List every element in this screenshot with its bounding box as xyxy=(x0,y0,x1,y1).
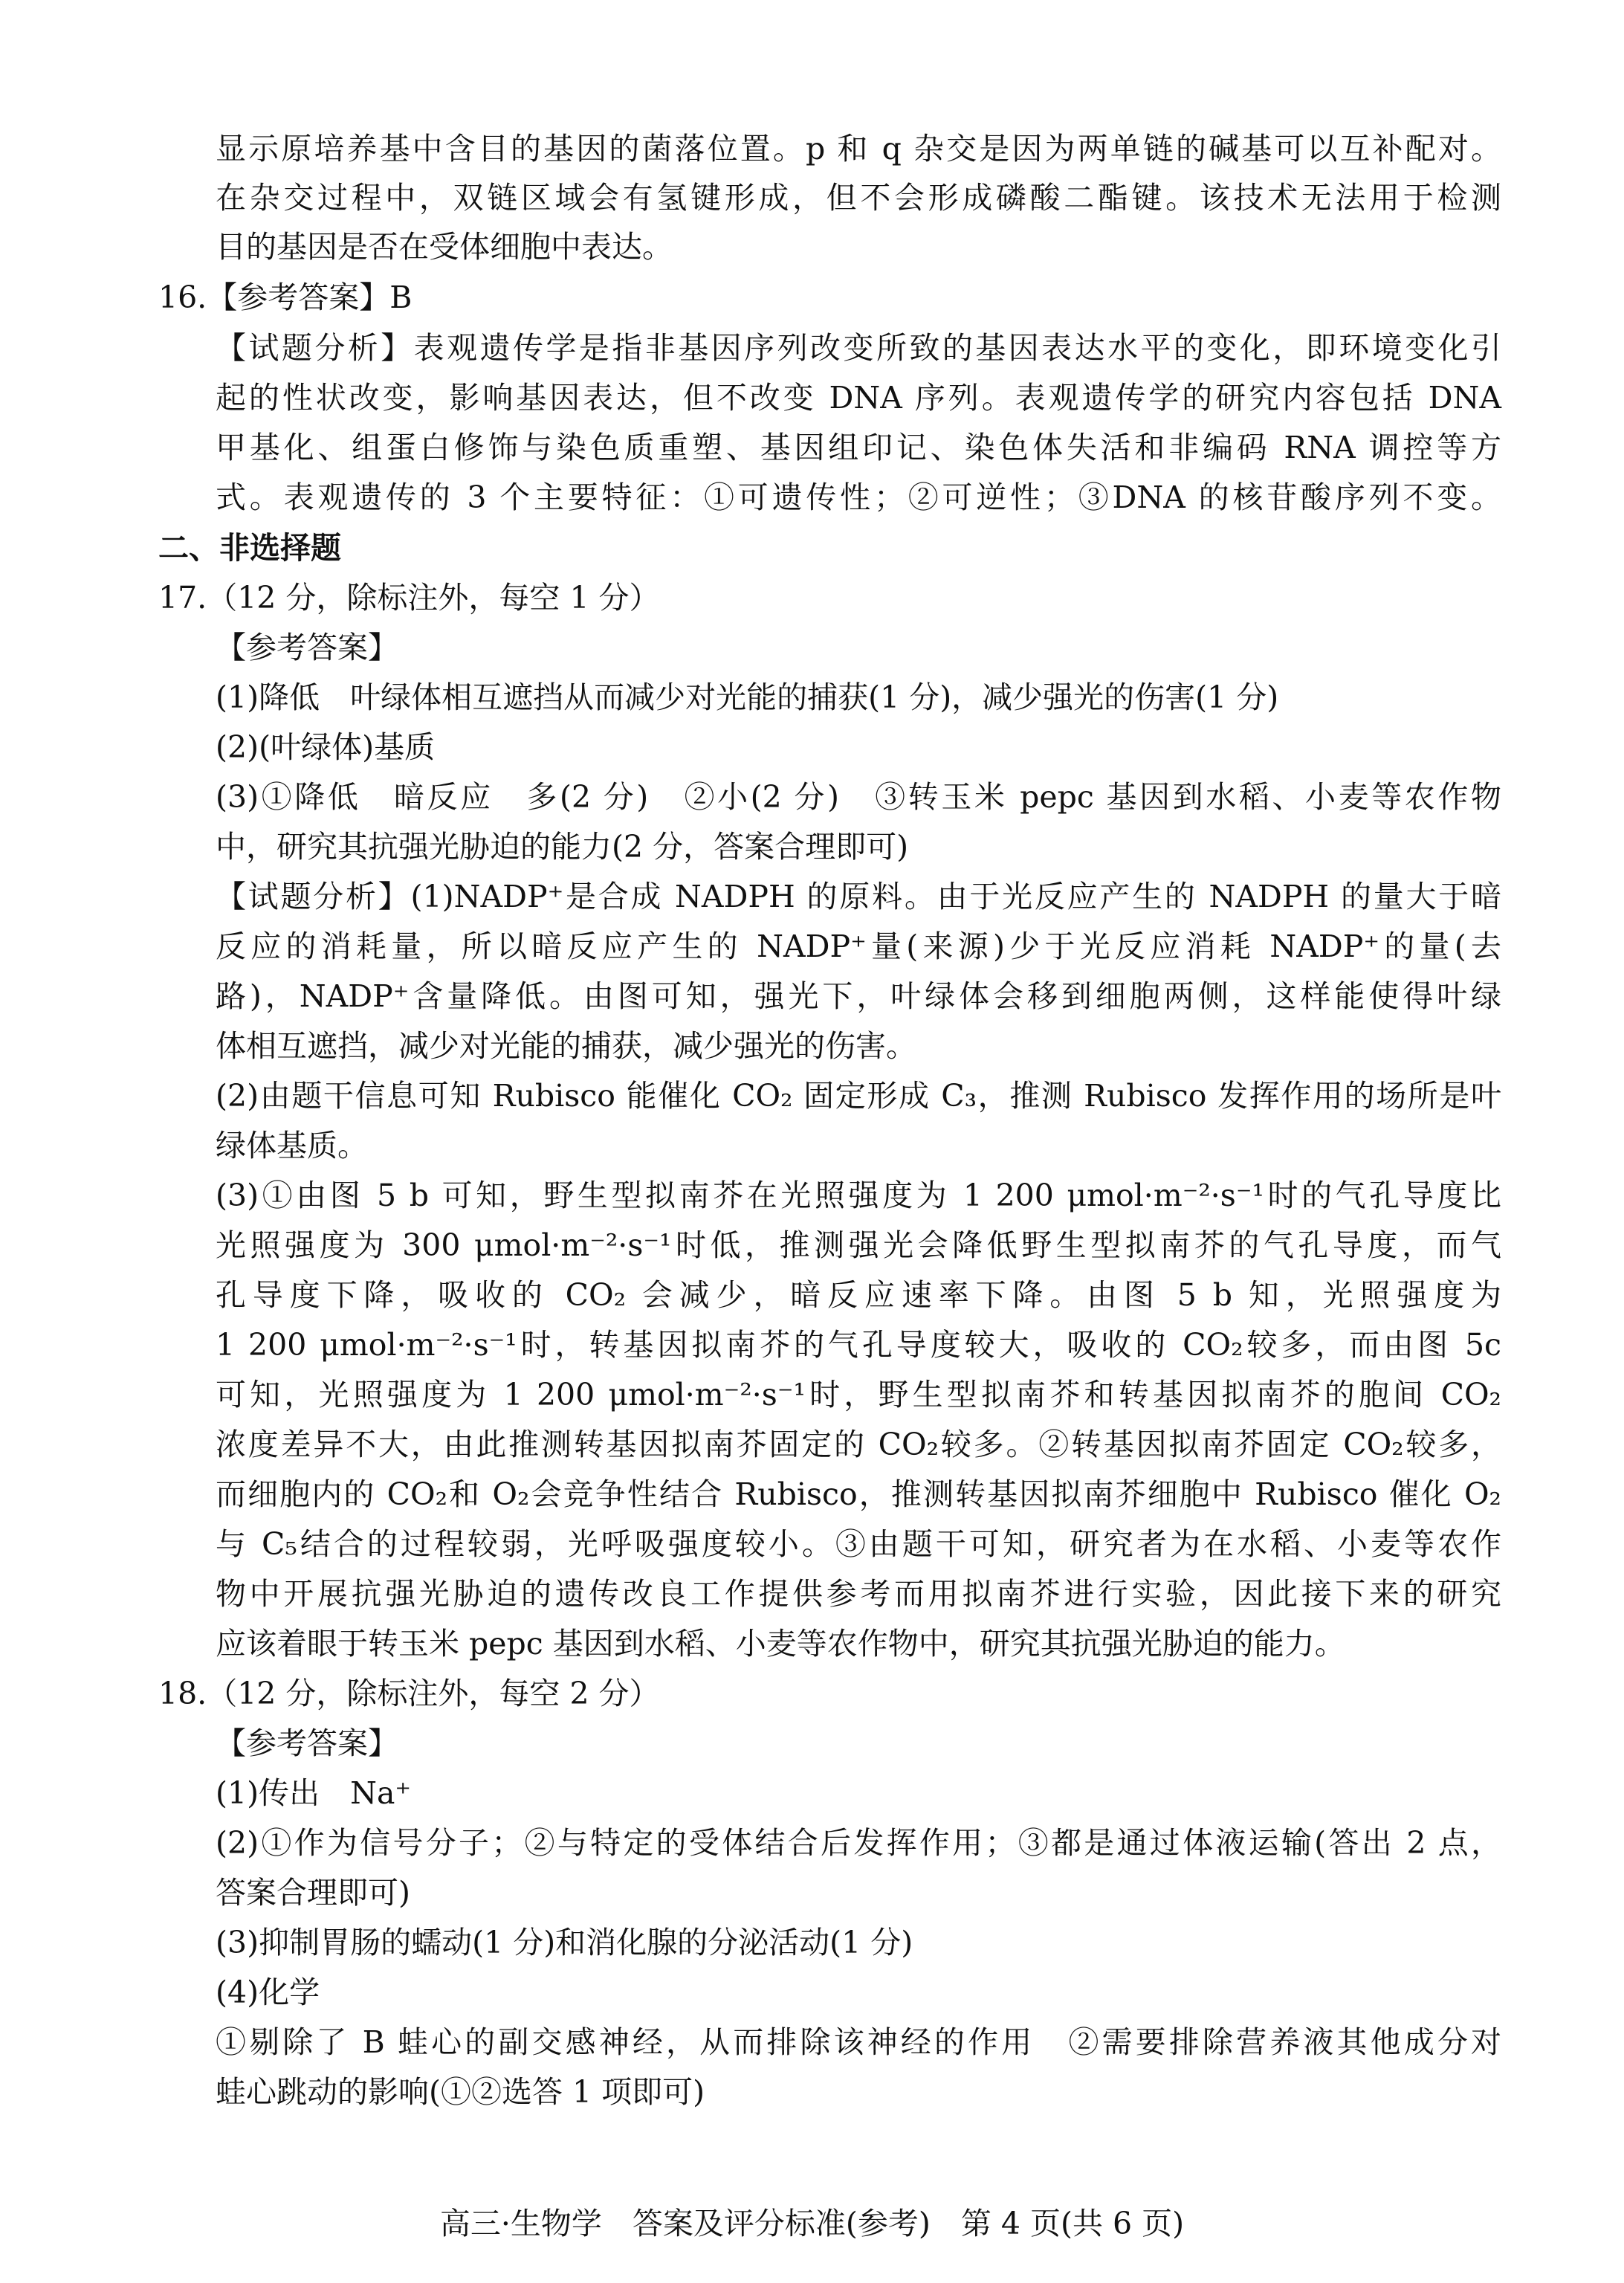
text-line: 反应的消耗量，所以暗反应产生的 NADP⁺量(来源)少于光反应消耗 NADP⁺的量(去 xyxy=(216,929,1501,964)
question-17-header: 17.（12 分，除标注外，每空 1 分） xyxy=(158,580,660,616)
text-line: (3)抑制胃肠的蠕动(1 分)和消化腺的分泌活动(1 分) xyxy=(216,1925,913,1960)
text-line: (1)传出 Na⁺ xyxy=(216,1775,412,1811)
answer-label: 【参考答案】 xyxy=(216,630,398,665)
text-line: 蛙心跳动的影响(①②选答 1 项即可) xyxy=(216,2074,705,2110)
text-line: 答案合理即可) xyxy=(216,1875,410,1911)
text-line: (2)①作为信号分子；②与特定的受体结合后发挥作用；③都是通过体液运输(答出 2 点， xyxy=(216,1825,1501,1861)
text-line: 显示原培养基中含目的基因的菌落位置。p 和 q 杂交是因为两单链的碱基可以互补配对。 xyxy=(216,131,1501,167)
text-line: (2)由题干信息可知 Rubisco 能催化 CO₂ 固定形成 C₃，推测 Rubisco 发挥作用的场所是叶 xyxy=(216,1078,1501,1114)
text-line: ①剔除了 B 蛙心的副交感神经，从而排除该神经的作用 ②需要排除营养液其他成分对 xyxy=(216,2024,1501,2060)
text-line: 孔导度下降，吸收的 CO₂ 会减少，暗反应速率下降。由图 5 b 知，光照强度为 xyxy=(216,1277,1501,1313)
text-line: 式。表观遗传的 3 个主要特征：①可遗传性；②可逆性；③DNA 的核苷酸序列不变。 xyxy=(216,479,1501,515)
text-line: 绿体基质。 xyxy=(216,1128,368,1163)
text-line: (4)化学 xyxy=(216,1974,320,2010)
text-line: 甲基化、组蛋白修饰与染色质重塑、基因组印记、染色体失活和非编码 RNA 调控等方 xyxy=(216,430,1501,465)
text-line: (2)(叶绿体)基质 xyxy=(216,729,436,765)
question-18-header: 18.（12 分，除标注外，每空 2 分） xyxy=(158,1676,660,1711)
text-line: 【试题分析】表观遗传学是指非基因序列改变所致的基因表达水平的变化，即环境变化引 xyxy=(216,330,1501,366)
text-line: 1 200 μmol·m⁻²·s⁻¹时，转基因拟南芥的气孔导度较大，吸收的 CO₂较多，而由图 5c xyxy=(216,1327,1501,1363)
text-line: 体相互遮挡，减少对光能的捕获，减少强光的伤害。 xyxy=(216,1028,916,1064)
text-line: 中，研究其抗强光胁迫的能力(2 分，答案合理即可) xyxy=(216,829,909,865)
text-line: 而细胞内的 CO₂和 O₂会竞争性结合 Rubisco，推测转基因拟南芥细胞中 Rubisco 催化 O₂ xyxy=(216,1476,1501,1512)
text-line: 起的性状改变，影响基因表达，但不改变 DNA 序列。表观遗传学的研究内容包括 DNA xyxy=(216,380,1501,416)
answer-label: 【参考答案】 xyxy=(216,1725,398,1761)
text-line: (3)①由图 5 b 可知，野生型拟南芥在光照强度为 1 200 μmol·m⁻²·s⁻¹时的气孔导度比 xyxy=(216,1178,1501,1213)
text-line: 在杂交过程中，双链区域会有氢键形成，但不会形成磷酸二酯键。该技术无法用于检测 xyxy=(216,180,1501,216)
page-footer: 高三·生物学 答案及评分标准(参考) 第 4 页(共 6 页) xyxy=(439,2206,1185,2241)
text-line: 路)，NADP⁺含量降低。由图可知，强光下，叶绿体会移到细胞两侧，这样能使得叶绿 xyxy=(216,978,1501,1014)
text-line: 目的基因是否在受体细胞中表达。 xyxy=(216,229,673,265)
section-heading: 二、非选择题 xyxy=(158,530,341,566)
text-line: (1)降低 叶绿体相互遮挡从而减少对光能的捕获(1 分)，减少强光的伤害(1 分) xyxy=(216,679,1279,715)
text-line: 应该着眼于转玉米 pepc 基因到水稻、小麦等农作物中，研究其抗强光胁迫的能力。 xyxy=(216,1626,1345,1662)
text-line: 与 C₅结合的过程较弱，光呼吸强度较小。③由题干可知，研究者为在水稻、小麦等农作 xyxy=(216,1526,1501,1562)
text-line: (3)①降低 暗反应 多(2 分) ②小(2 分) ③转玉米 pepc 基因到水稻、小麦等农作物 xyxy=(216,779,1501,815)
text-line: 光照强度为 300 μmol·m⁻²·s⁻¹时低，推测强光会降低野生型拟南芥的气孔导度，而气 xyxy=(216,1227,1501,1263)
text-line: 【试题分析】(1)NADP⁺是合成 NADPH 的原料。由于光反应产生的 NADPH 的量大于暗 xyxy=(216,879,1501,914)
text-line: 浓度差异不大，由此推测转基因拟南芥固定的 CO₂较多。②转基因拟南芥固定 CO₂较多， xyxy=(216,1427,1501,1462)
question-16-answer: 16.【参考答案】B xyxy=(158,280,413,315)
text-line: 物中开展抗强光胁迫的遗传改良工作提供参考而用拟南芥进行实验，因此接下来的研究 xyxy=(216,1576,1501,1612)
text-line: 可知，光照强度为 1 200 μmol·m⁻²·s⁻¹时，野生型拟南芥和转基因拟南芥的胞间 CO₂ xyxy=(216,1377,1501,1412)
